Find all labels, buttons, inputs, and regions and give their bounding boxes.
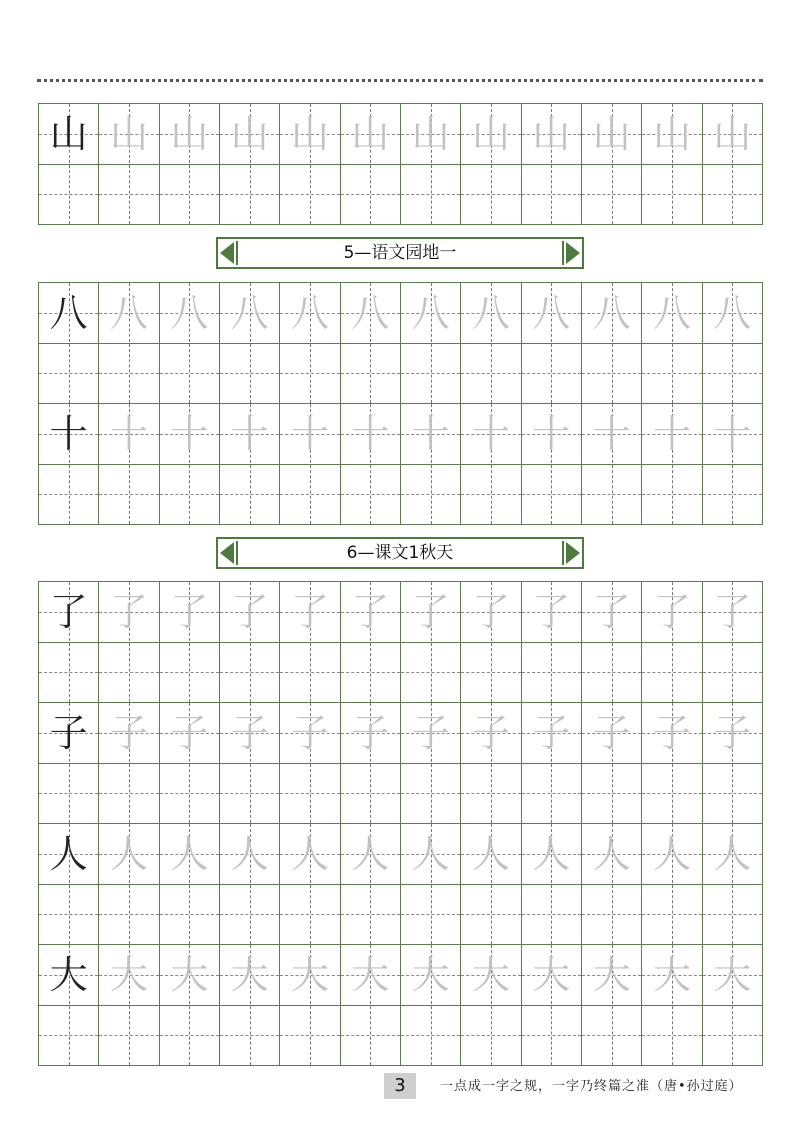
trace-character: 人: [713, 832, 752, 876]
trace-character-cell[interactable]: [340, 104, 400, 224]
trace-character: 山: [290, 112, 329, 156]
trace-character: 山: [532, 112, 571, 156]
trace-character: 山: [652, 112, 691, 156]
model-character-cell[interactable]: [39, 104, 98, 224]
trace-character: 了: [532, 590, 571, 634]
trace-character-cell[interactable]: [98, 945, 158, 1065]
trace-character-cell[interactable]: [460, 945, 520, 1065]
model-character-cell[interactable]: [39, 582, 98, 702]
trace-character: 子: [170, 711, 209, 755]
trace-character: 子: [652, 711, 691, 755]
trace-character-cell[interactable]: [521, 703, 581, 823]
trace-character-cell[interactable]: [219, 404, 279, 524]
trace-character-cell[interactable]: [702, 582, 762, 702]
character-row: [39, 104, 762, 224]
trace-character-cell[interactable]: [279, 582, 339, 702]
trace-character-cell[interactable]: [400, 582, 460, 702]
trace-character: 了: [652, 590, 691, 634]
trace-character: 十: [592, 412, 631, 456]
model-character-cell[interactable]: [39, 404, 98, 524]
trace-character: 八: [471, 291, 510, 335]
trace-character-cell[interactable]: [159, 703, 219, 823]
trace-character-cell[interactable]: [159, 104, 219, 224]
trace-character: 大: [411, 953, 450, 997]
character-row: [39, 944, 762, 1065]
trace-character-cell[interactable]: [521, 945, 581, 1065]
trace-character: 十: [471, 412, 510, 456]
trace-character: 山: [411, 112, 450, 156]
trace-character-cell[interactable]: [279, 104, 339, 224]
trace-character-cell[interactable]: [340, 945, 400, 1065]
trace-character-cell[interactable]: [702, 404, 762, 524]
trace-character-cell[interactable]: [460, 824, 520, 944]
trace-character-cell[interactable]: [159, 945, 219, 1065]
trace-character-cell[interactable]: [460, 404, 520, 524]
practice-section: [38, 103, 763, 225]
trace-character-cell[interactable]: [340, 404, 400, 524]
trace-character: 人: [592, 832, 631, 876]
trace-character: 大: [351, 953, 390, 997]
character-row: [39, 582, 762, 702]
trace-character: 大: [170, 953, 209, 997]
trace-character: 大: [109, 953, 148, 997]
trace-character: 大: [592, 953, 631, 997]
trace-character-cell[interactable]: [702, 104, 762, 224]
section-banner: [216, 537, 584, 569]
trace-character: 八: [230, 291, 269, 335]
trace-character: 大: [652, 953, 691, 997]
trace-character-cell[interactable]: [340, 582, 400, 702]
trace-character-cell[interactable]: [219, 945, 279, 1065]
trace-character: 十: [652, 412, 691, 456]
model-character: 八: [49, 291, 88, 335]
trace-character: 山: [109, 112, 148, 156]
footer-quote: 一点成一字之规，一字乃终篇之准（唐•孙过庭）: [440, 1079, 743, 1094]
trace-character: 人: [411, 832, 450, 876]
trace-character: 山: [230, 112, 269, 156]
trace-character-cell[interactable]: [581, 945, 641, 1065]
trace-character: 子: [532, 711, 571, 755]
trace-character-cell[interactable]: [460, 582, 520, 702]
writing-grid: [38, 282, 763, 525]
trace-character-cell[interactable]: [279, 283, 339, 403]
trace-character: 了: [109, 590, 148, 634]
trace-character-cell[interactable]: [521, 582, 581, 702]
trace-character: 人: [471, 832, 510, 876]
trace-character-cell[interactable]: [279, 404, 339, 524]
trace-character: 子: [230, 711, 269, 755]
trace-character-cell[interactable]: [521, 104, 581, 224]
section-title: 6—课文1秋天: [346, 543, 454, 563]
trace-character: 八: [532, 291, 571, 335]
trace-character: 了: [170, 590, 209, 634]
trace-character-cell[interactable]: [400, 104, 460, 224]
trace-character-cell[interactable]: [702, 824, 762, 944]
trace-character-cell[interactable]: [159, 582, 219, 702]
trace-character-cell[interactable]: [340, 824, 400, 944]
trace-character: 八: [290, 291, 329, 335]
trace-character: 大: [532, 953, 571, 997]
trace-character-cell[interactable]: [641, 104, 701, 224]
trace-character-cell[interactable]: [641, 824, 701, 944]
trace-character-cell[interactable]: [219, 703, 279, 823]
model-character: 大: [49, 953, 88, 997]
section-banner: [216, 237, 584, 269]
trace-character: 山: [170, 112, 209, 156]
trace-character-cell[interactable]: [521, 824, 581, 944]
trace-character: 十: [230, 412, 269, 456]
trace-character: 子: [290, 711, 329, 755]
trace-character-cell[interactable]: [400, 404, 460, 524]
model-character: 了: [49, 590, 88, 634]
trace-character: 十: [532, 412, 571, 456]
trace-character: 子: [411, 711, 450, 755]
trace-character-cell[interactable]: [98, 283, 158, 403]
trace-character-cell[interactable]: [400, 824, 460, 944]
trace-character-cell[interactable]: [521, 283, 581, 403]
trace-character-cell[interactable]: [98, 104, 158, 224]
trace-character-cell[interactable]: [279, 824, 339, 944]
trace-character: 大: [471, 953, 510, 997]
trace-character: 大: [713, 953, 752, 997]
trace-character: 八: [109, 291, 148, 335]
trace-character: 山: [351, 112, 390, 156]
character-row: [39, 403, 762, 524]
trace-character-cell[interactable]: [460, 104, 520, 224]
trace-character: 八: [713, 291, 752, 335]
trace-character-cell[interactable]: [641, 945, 701, 1065]
trace-character: 八: [170, 291, 209, 335]
trace-character: 子: [109, 711, 148, 755]
page-number: 3: [384, 1073, 416, 1099]
trace-character-cell[interactable]: [581, 104, 641, 224]
trace-character: 子: [351, 711, 390, 755]
dotted-separator: [37, 79, 763, 82]
trace-character: 八: [351, 291, 390, 335]
trace-character-cell[interactable]: [219, 104, 279, 224]
trace-character-cell[interactable]: [641, 283, 701, 403]
practice-section: [38, 581, 763, 1066]
trace-character: 了: [230, 590, 269, 634]
trace-character: 十: [109, 412, 148, 456]
model-character-cell[interactable]: [39, 824, 98, 944]
trace-character-cell[interactable]: [460, 283, 520, 403]
trace-character-cell[interactable]: [219, 283, 279, 403]
practice-section: [38, 282, 763, 525]
trace-character: 子: [471, 711, 510, 755]
trace-character: 人: [351, 832, 390, 876]
trace-character: 山: [713, 112, 752, 156]
trace-character: 十: [713, 412, 752, 456]
trace-character: 大: [290, 953, 329, 997]
trace-character-cell[interactable]: [581, 582, 641, 702]
trace-character: 人: [290, 832, 329, 876]
trace-character-cell[interactable]: [159, 404, 219, 524]
trace-character: 十: [411, 412, 450, 456]
writing-grid: [38, 581, 763, 1066]
model-character-cell[interactable]: [39, 283, 98, 403]
trace-character-cell[interactable]: [581, 404, 641, 524]
trace-character-cell[interactable]: [400, 703, 460, 823]
character-row: [39, 702, 762, 823]
trace-character: 十: [351, 412, 390, 456]
trace-character: 子: [713, 711, 752, 755]
character-row: [39, 283, 762, 403]
trace-character: 人: [170, 832, 209, 876]
trace-character: 八: [652, 291, 691, 335]
trace-character-cell[interactable]: [159, 283, 219, 403]
trace-character: 人: [652, 832, 691, 876]
trace-character-cell[interactable]: [159, 824, 219, 944]
writing-grid: [38, 103, 763, 225]
trace-character: 山: [592, 112, 631, 156]
trace-character: 人: [109, 832, 148, 876]
trace-character: 子: [592, 711, 631, 755]
model-character: 子: [49, 711, 88, 755]
model-character: 十: [49, 412, 88, 456]
trace-character-cell[interactable]: [581, 703, 641, 823]
trace-character-cell[interactable]: [702, 283, 762, 403]
trace-character: 了: [411, 590, 450, 634]
trace-character-cell[interactable]: [340, 703, 400, 823]
character-row: [39, 823, 762, 944]
trace-character-cell[interactable]: [460, 703, 520, 823]
model-character: 山: [49, 112, 88, 156]
trace-character: 了: [290, 590, 329, 634]
trace-character-cell[interactable]: [279, 945, 339, 1065]
trace-character-cell[interactable]: [521, 404, 581, 524]
trace-character-cell[interactable]: [400, 283, 460, 403]
trace-character-cell[interactable]: [702, 945, 762, 1065]
trace-character-cell[interactable]: [219, 824, 279, 944]
trace-character-cell[interactable]: [98, 404, 158, 524]
trace-character-cell[interactable]: [400, 945, 460, 1065]
model-character: 人: [49, 832, 88, 876]
trace-character-cell[interactable]: [98, 824, 158, 944]
trace-character-cell[interactable]: [279, 703, 339, 823]
trace-character: 人: [230, 832, 269, 876]
trace-character: 山: [471, 112, 510, 156]
trace-character-cell[interactable]: [98, 703, 158, 823]
trace-character: 了: [471, 590, 510, 634]
trace-character: 了: [592, 590, 631, 634]
trace-character: 十: [170, 412, 209, 456]
trace-character: 人: [532, 832, 571, 876]
trace-character-cell[interactable]: [219, 582, 279, 702]
trace-character-cell[interactable]: [581, 824, 641, 944]
trace-character-cell[interactable]: [581, 283, 641, 403]
trace-character-cell[interactable]: [641, 703, 701, 823]
trace-character-cell[interactable]: [641, 404, 701, 524]
model-character-cell[interactable]: [39, 945, 98, 1065]
trace-character-cell[interactable]: [98, 582, 158, 702]
trace-character-cell[interactable]: [702, 703, 762, 823]
trace-character: 了: [351, 590, 390, 634]
trace-character: 了: [713, 590, 752, 634]
trace-character-cell[interactable]: [641, 582, 701, 702]
trace-character: 十: [290, 412, 329, 456]
model-character-cell[interactable]: [39, 703, 98, 823]
trace-character-cell[interactable]: [340, 283, 400, 403]
trace-character: 大: [230, 953, 269, 997]
trace-character: 八: [411, 291, 450, 335]
section-title: 5—语文园地一: [343, 243, 457, 263]
trace-character: 八: [592, 291, 631, 335]
